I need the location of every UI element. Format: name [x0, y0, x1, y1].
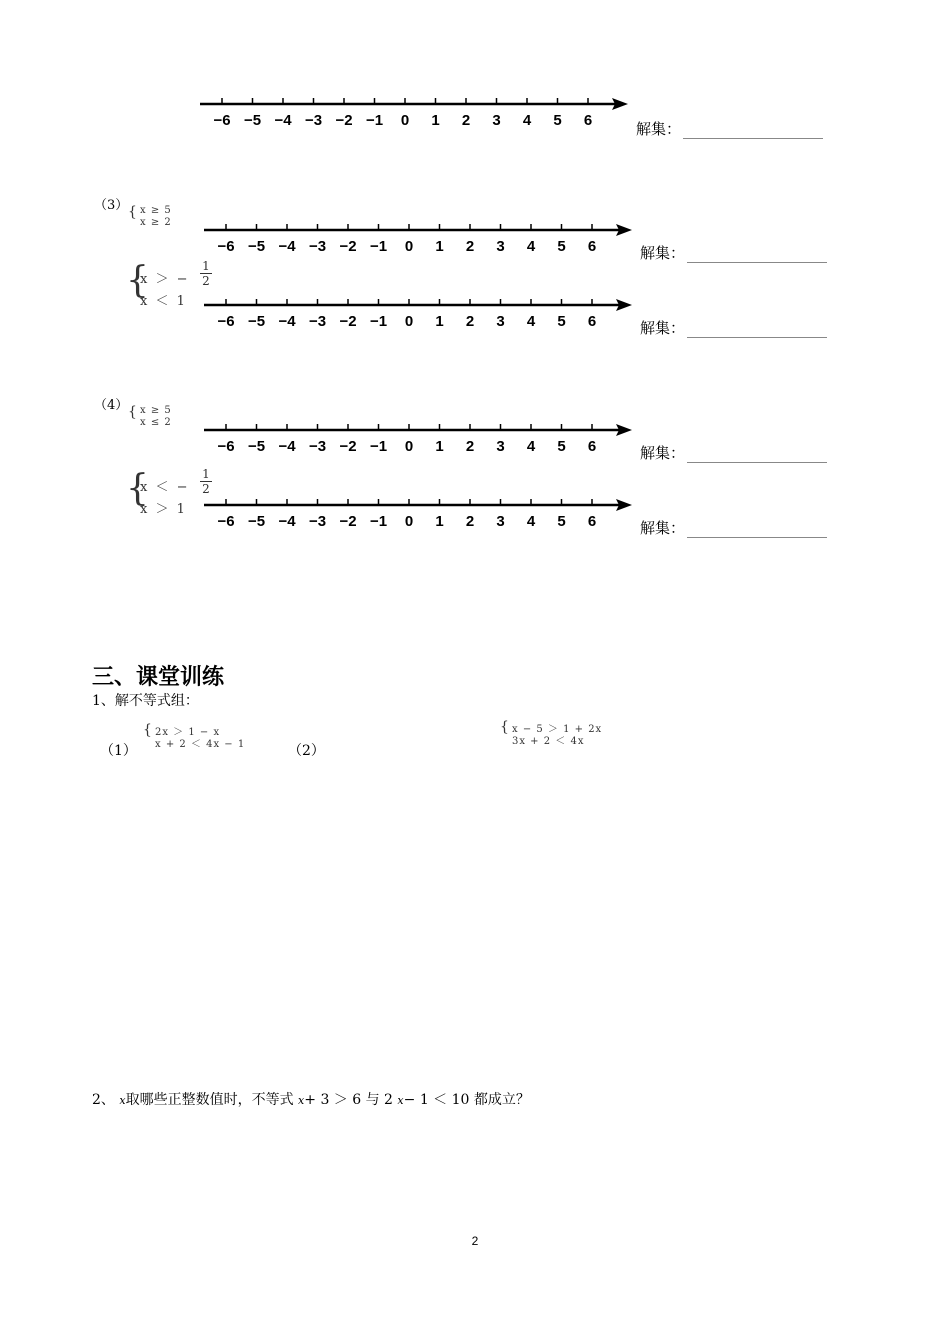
number-line-tick-label: −6: [217, 438, 235, 455]
number-line-tick-label: 3: [496, 513, 505, 530]
number-line-tick-label: −5: [243, 112, 262, 129]
number-line-tick-label: 0: [404, 238, 414, 255]
number-line-tick-label: 1: [431, 112, 440, 129]
question-1-text: 1、解不等式组：: [92, 693, 199, 709]
answer-blank[interactable]: [687, 521, 827, 538]
number-line-svg: [200, 94, 630, 134]
system-line-2: x ＜ 1: [140, 294, 187, 309]
number-line-tick-label: 2: [465, 238, 475, 255]
system-line-2: x ≤ 2: [140, 417, 172, 428]
variable-x: x: [119, 1094, 126, 1107]
number-line-tick-label: 5: [557, 438, 566, 455]
question-2-text-b: + 3 ＞ 6 与 2: [304, 1092, 393, 1108]
system-line-1: 2x ＞ 1 − x: [155, 727, 221, 738]
number-line-tick-label: 1: [435, 513, 444, 530]
number-line-tick-label: −2: [335, 112, 353, 129]
question-1-label-1: （1）: [100, 743, 137, 759]
number-line-tick-label: 1: [435, 313, 444, 330]
question-2-text-c: − 1 ＜ 10 都成立？: [403, 1092, 530, 1108]
number-line-tick-label: 2: [465, 313, 475, 330]
number-line-tick-label: −3: [308, 513, 327, 530]
system-line-1: x ≥ 5: [140, 205, 172, 216]
answer-blank[interactable]: [683, 122, 823, 139]
number-line-tick-label: −5: [247, 513, 266, 530]
number-line-tick-label: 5: [557, 313, 566, 330]
solution-set-answer: [636, 118, 823, 139]
number-line-tick-label: 0: [404, 513, 414, 530]
page-number: 2: [471, 1234, 479, 1248]
number-line-tick-label: −4: [278, 313, 296, 330]
brace-icon: {: [128, 404, 137, 420]
number-line-tick-label: −1: [369, 438, 388, 455]
number-line-tick-label: 2: [465, 438, 475, 455]
number-line-tick-label: 0: [400, 112, 410, 129]
number-line-tick-label: 3: [496, 438, 505, 455]
number-line-tick-label: −6: [213, 112, 231, 129]
solution-set-answer: [640, 242, 827, 263]
variable-x: x: [298, 1094, 305, 1107]
number-line: [204, 295, 634, 335]
solution-set-label: 解集：: [636, 120, 682, 138]
brace-icon: {: [143, 722, 152, 738]
number-line-tick-label: 3: [496, 238, 505, 255]
fraction-half: [200, 468, 212, 495]
solution-set-label: 解集：: [640, 319, 686, 337]
question-1-label-2: （2）: [288, 743, 325, 759]
number-line-tick-label: −5: [247, 438, 266, 455]
solution-set-label: 解集：: [640, 244, 686, 262]
system-line-2: 3x + 2 ＜ 4x: [512, 736, 585, 747]
answer-blank[interactable]: [687, 321, 827, 338]
number-line-tick-label: −1: [365, 112, 384, 129]
system-line-1: x ＞ −: [140, 272, 190, 287]
number-line-tick-label: 6: [587, 438, 597, 455]
number-line-svg: [204, 220, 634, 260]
number-line-tick-label: −6: [217, 313, 235, 330]
fraction-numerator: 1: [202, 259, 210, 273]
problem-3-label: （3）: [94, 198, 129, 213]
number-line-tick-label: −1: [369, 238, 388, 255]
variable-x: x: [397, 1094, 404, 1107]
number-line-tick-label: −3: [308, 438, 327, 455]
number-line-tick-label: −4: [278, 238, 296, 255]
number-line-tick-label: −2: [339, 438, 357, 455]
number-line-tick-label: −4: [274, 112, 292, 129]
system-line-1: x − 5 ＞ 1 + 2x: [512, 724, 603, 735]
system-line-2: x + 2 ＜ 4x − 1: [155, 739, 246, 750]
number-line-tick-label: 5: [557, 238, 566, 255]
number-line-tick-label: 4: [526, 313, 536, 330]
number-line-tick-label: −1: [369, 313, 388, 330]
number-line-tick-label: 6: [587, 513, 597, 530]
number-line-tick-label: 6: [583, 112, 593, 129]
system-line-2: x ＞ 1: [140, 502, 187, 517]
number-line-tick-label: −4: [278, 513, 296, 530]
inequality-system-q1-1: [143, 723, 283, 749]
number-line-tick-label: 1: [435, 238, 444, 255]
solution-set-label: 解集：: [640, 444, 686, 462]
brace-icon: {: [128, 204, 137, 220]
number-line-tick-label: −3: [308, 313, 327, 330]
number-line-tick-label: 4: [526, 513, 536, 530]
inequality-system-4a: [128, 405, 208, 431]
number-line: [200, 94, 630, 134]
number-line: [204, 420, 634, 460]
number-line-tick-label: −4: [278, 438, 296, 455]
number-line-tick-label: 2: [465, 513, 475, 530]
solution-set-label: 解集：: [640, 519, 686, 537]
number-line: [204, 495, 634, 535]
fraction-denominator: 2: [202, 274, 210, 288]
fraction-numerator: 1: [202, 467, 210, 481]
problem-4-label: （4）: [94, 398, 129, 413]
number-line-tick-label: 0: [404, 313, 414, 330]
number-line-tick-label: −2: [339, 313, 357, 330]
number-line-tick-label: −2: [339, 513, 357, 530]
number-line-tick-label: −3: [304, 112, 323, 129]
number-line-tick-label: −6: [217, 238, 235, 255]
answer-blank[interactable]: [687, 446, 827, 463]
fraction-half: [200, 260, 212, 287]
number-line: [204, 220, 634, 260]
number-line-tick-label: 0: [404, 438, 414, 455]
fraction-denominator: 2: [202, 482, 210, 496]
number-line-tick-label: 5: [557, 513, 566, 530]
number-line-svg: [204, 295, 634, 335]
solution-set-answer: [640, 517, 827, 538]
number-line-tick-label: 3: [496, 313, 505, 330]
number-line-svg: [204, 495, 634, 535]
solution-set-answer: [640, 317, 827, 338]
system-line-1: x ≥ 5: [140, 405, 172, 416]
number-line-svg: [204, 420, 634, 460]
question-2: [92, 1089, 530, 1109]
answer-blank[interactable]: [687, 246, 827, 263]
system-line-1: x ＜ −: [140, 480, 190, 495]
question-2-text-a: 取哪些正整数值时，不等式: [125, 1092, 294, 1108]
number-line-tick-label: −5: [247, 238, 266, 255]
number-line-tick-label: 4: [526, 438, 536, 455]
section-title: 三、课堂训练: [92, 665, 225, 690]
number-line-tick-label: −3: [308, 238, 327, 255]
number-line-tick-label: 4: [526, 238, 536, 255]
number-line-tick-label: 4: [522, 112, 532, 129]
number-line-tick-label: 6: [587, 313, 597, 330]
inequality-system-3a: [128, 205, 208, 231]
number-line-tick-label: −6: [217, 513, 235, 530]
question-2-number: 2、: [92, 1092, 115, 1108]
inequality-system-q1-2: [500, 720, 650, 746]
number-line-tick-label: 2: [461, 112, 471, 129]
number-line-tick-label: 5: [553, 112, 562, 129]
brace-icon: {: [126, 260, 149, 301]
brace-icon: {: [500, 719, 509, 735]
number-line-tick-label: 1: [435, 438, 444, 455]
brace-icon: {: [126, 468, 149, 509]
solution-set-answer: [640, 442, 827, 463]
number-line-tick-label: −2: [339, 238, 357, 255]
number-line-tick-label: −5: [247, 313, 266, 330]
number-line-tick-label: −1: [369, 513, 388, 530]
number-line-tick-label: 6: [587, 238, 597, 255]
number-line-tick-label: 3: [492, 112, 501, 129]
system-line-2: x ≥ 2: [140, 217, 172, 228]
